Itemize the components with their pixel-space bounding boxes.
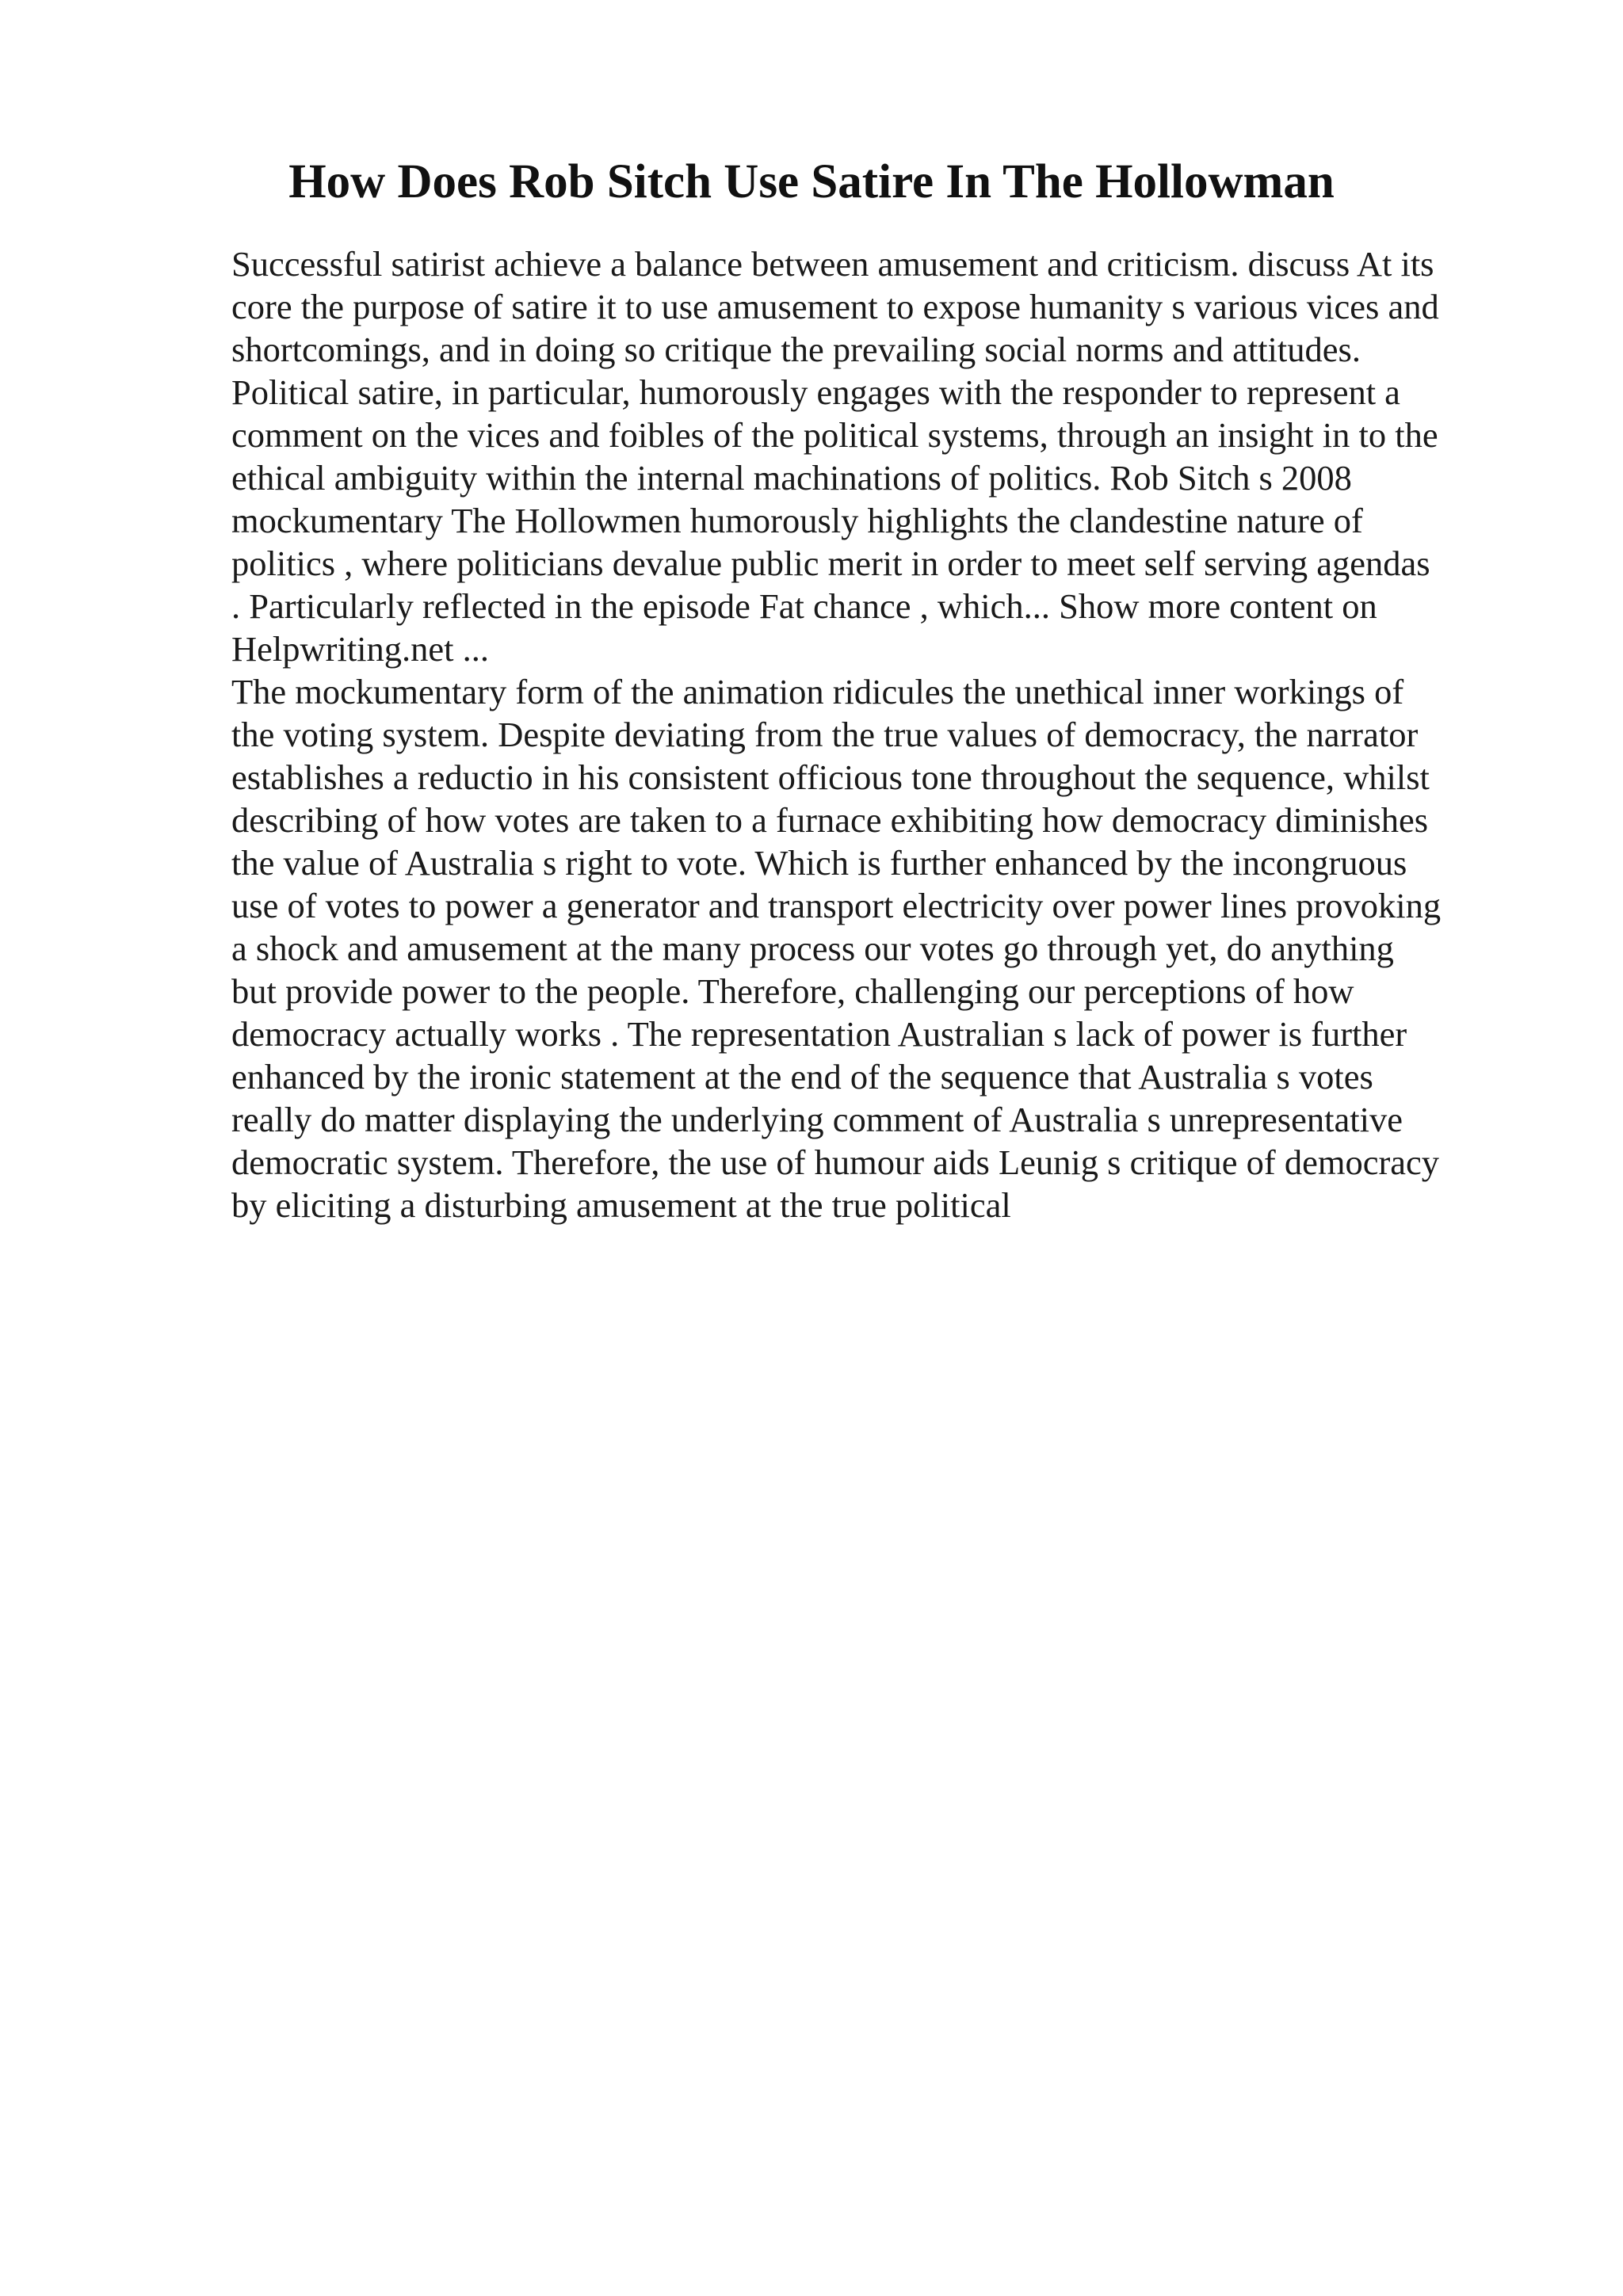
document-body (231, 242, 1594, 1226)
document-title: How Does Rob Sitch Use Satire In The Hollowman (288, 155, 1335, 208)
paragraph-analysis: The mockumentary form of the animation ridicules the unethical inner workings of the voting system. Despite deviating from the true values of democracy, the narrator establishes a reductio in his consistent officious tone throughout the sequence, whilst describing of how votes are taken to a furnace exhibiting how democracy diminishes the value of Australia s right to vote. Which is further enhanced by the incongruous use of votes to power a generator and transport electricity over power lines provoking a shock and amusement at the many process our votes go through yet, do anything but provide power to the people. Therefore, challenging our perceptions of how democracy actually works . The representation Australian s lack of power is further enhanced by the ironic statement at the end of the sequence that Australia s votes really do matter displaying the underlying comment of Australia s unrepresentative democratic system. Therefore, the use of humour aids Leunig s critique of democracy by eliciting a disturbing amusement at the true political (231, 672, 1442, 1225)
paragraph-intro: Successful satirist achieve a balance between amusement and criticism. discuss At its core the purpose of satire it to use amusement to expose humanity s various vices and shortcomings, and in doing so critique the prevailing social norms and attitudes. Political satire, in particular, humorously engages with the responder to represent a comment on the vices and foibles of the political systems, through an insight in to the ethical ambiguity within the internal machinations of politics. Rob Sitch s 2008 mockumentary The Hollowmen humorously highlights the clandestine nature of politics , where politicians devalue public merit in order to meet self serving agendas . Particularly reflected in the episode Fat chance , which... Show more content on Helpwriting.net ... (231, 244, 1439, 669)
